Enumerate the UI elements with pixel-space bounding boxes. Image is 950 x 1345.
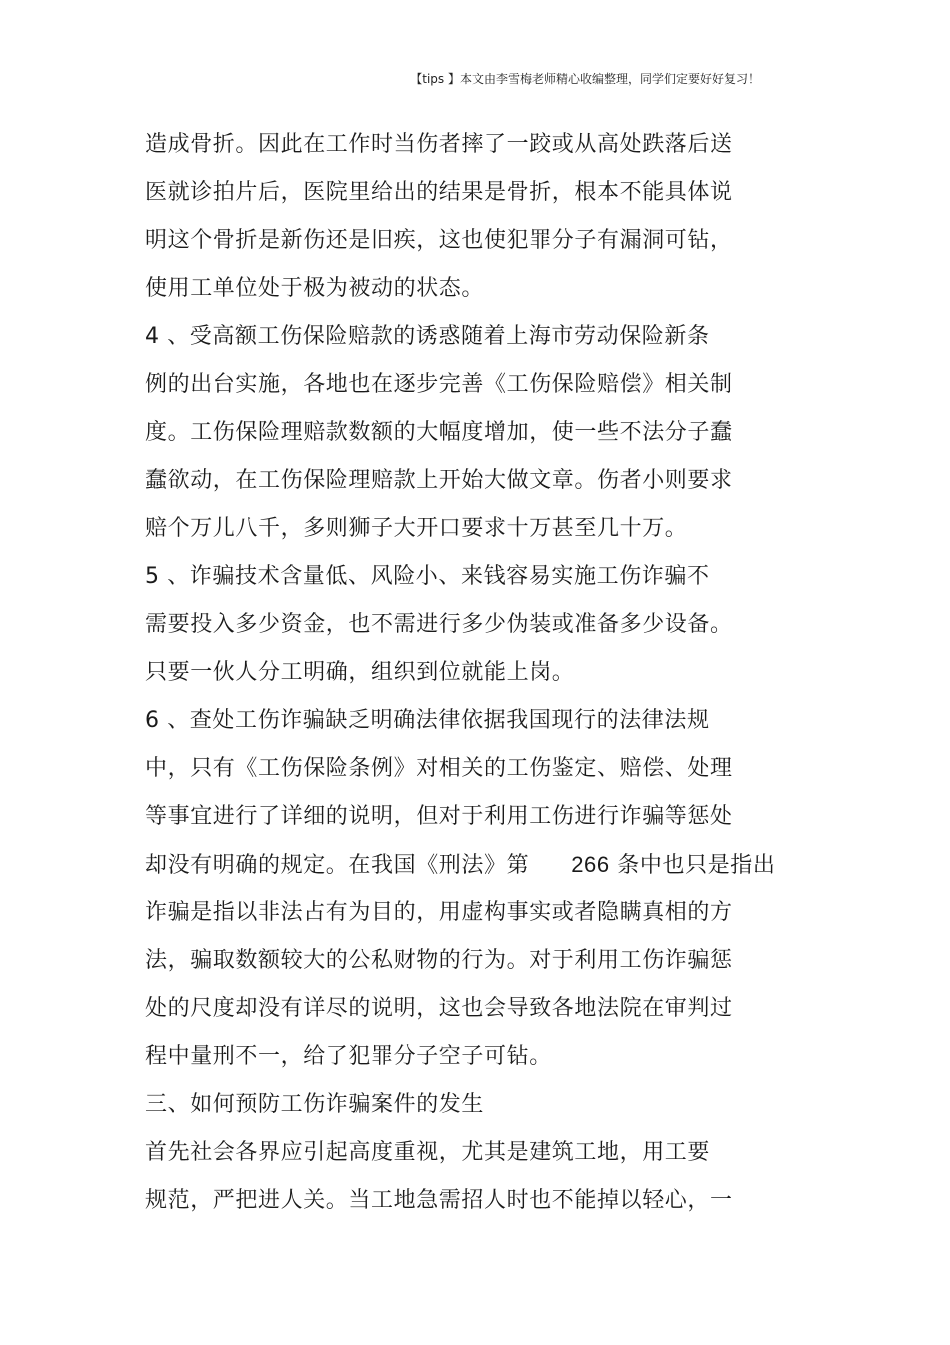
paragraph-line: 6 、查处工伤诈骗缺乏明确法律依据我国现行的法律法规 [145,708,710,733]
paragraph-line: 4 、受高额工伤保险赔款的诱惑随着上海市劳动保险新条 [145,324,710,349]
paragraph-line: 首先社会各界应引起高度重视，尤其是建筑工地，用工要 [145,1140,711,1165]
line-text-after: 条中也只是指出 [609,853,776,878]
paragraph-line-with-article-number [145,850,776,881]
paragraph-line: 只要一伙人分工明确，组织到位就能上岗。 [145,660,575,685]
paragraph-line: 例的出台实施，各地也在逐步完善《工伤保险赔偿》相关制 [145,372,733,397]
line-text-before: 却没有明确的规定。在我国《刑法》第 [145,853,530,878]
paragraph-line: 程中量刑不一，给了犯罪分子空子可钻。 [145,1044,552,1069]
paragraph-line: 赔个万儿八千，多则狮子大开口要求十万甚至几十万。 [145,516,688,541]
paragraph-line: 法，骗取数额较大的公私财物的行为。对于利用工伤诈骗惩 [145,948,733,973]
paragraph-line: 诈骗是指以非法占有为目的，用虚构事实或者隐瞒真相的方 [145,900,733,925]
paragraph-line: 规范，严把进人关。当工地急需招人时也不能掉以轻心，一 [145,1188,733,1213]
paragraph-line: 等事宜进行了详细的说明，但对于利用工伤进行诈骗等惩处 [145,804,733,829]
paragraph-line: 造成骨折。因此在工作时当伤者摔了一跤或从高处跌落后送 [145,132,733,157]
paragraph-line: 处的尺度却没有详尽的说明，这也会导致各地法院在审判过 [145,996,733,1021]
paragraph-line: 医就诊拍片后，医院里给出的结果是骨折，根本不能具体说 [145,180,733,205]
paragraph-line: 蠢欲动，在工伤保险理赔款上开始大做文章。伤者小则要求 [145,468,733,493]
paragraph-line: 需要投入多少资金，也不需进行多少伪装或准备多少设备。 [145,612,733,637]
paragraph-line: 使用工单位处于极为被动的状态。 [145,276,485,301]
section-heading: 三、如何预防工伤诈骗案件的发生 [145,1092,485,1117]
paragraph-line: 5 、诈骗技术含量低、风险小、来钱容易实施工伤诈骗不 [145,564,710,589]
article-number: 266 [571,852,610,877]
paragraph-line: 度。工伤保险理赔款数额的大幅度增加，使一些不法分子蠢 [145,420,733,445]
paragraph-line: 明这个骨折是新伤还是旧疾，这也使犯罪分子有漏洞可钻， [145,228,733,253]
header-tip: 【tips 】本文由李雪梅老师精心收编整理，同学们定要好好复习！ [410,72,760,86]
paragraph-line: 中，只有《工伤保险条例》对相关的工伤鉴定、赔偿、处理 [145,756,733,781]
